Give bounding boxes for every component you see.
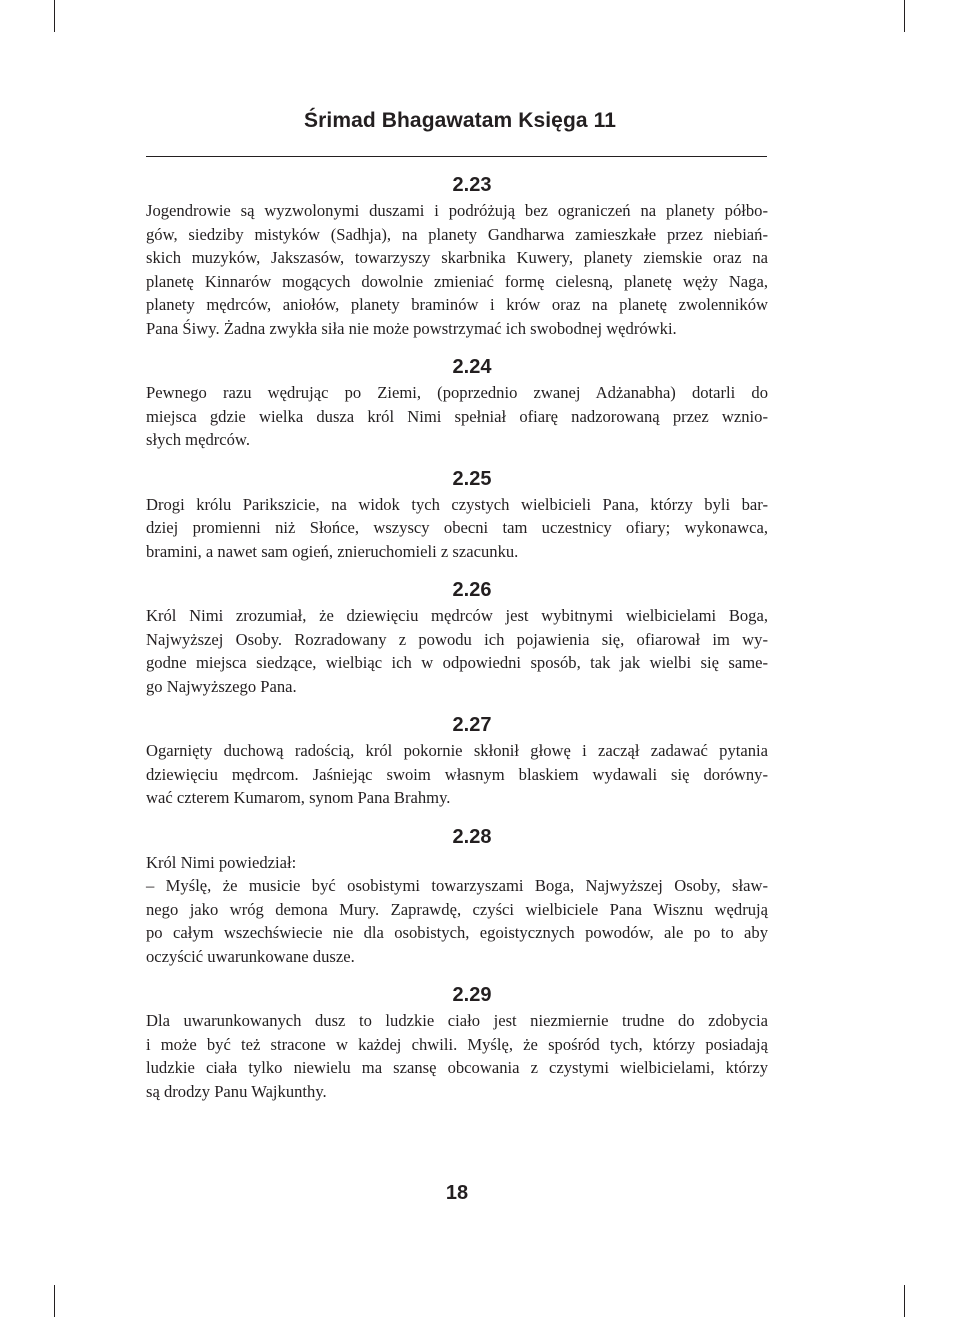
verse-line: go Najwyższego Pana. <box>146 676 297 696</box>
verse-line: Jogendrowie są wyzwolonymi duszami i podróżują bez ograniczeń na planety półbo- <box>146 201 768 220</box>
crop-mark-top-right <box>904 0 905 32</box>
verse-line: skich muzyków, Jakszasów, towarzyszy skarbnika Kuwery, planety ziemskie oraz na <box>146 248 768 267</box>
verse-line: miejsca gdzie wielka dusza król Nimi spełniał ofiarę nadzorowaną przez wznio- <box>146 406 768 426</box>
verse-line: Król Nimi powiedział: <box>146 852 297 872</box>
verse-line: planetę Kinnarów mogących dowolnie zmieniać formę cielesną, planetę węży Naga, <box>146 271 768 291</box>
verse-line: ludzkie ciała tylko niewielu ma szansę obcowania z czystymi wielbicielami, którzy <box>146 1058 768 1077</box>
verse-line: Drogi królu Parikszicie, na widok tych czystych wielbicieli Pana, którzy byli bar- <box>146 494 768 514</box>
verse-line: są drodzy Panu Wajkunthy. <box>146 1081 327 1101</box>
verse <box>146 172 768 340</box>
crop-mark-top-left <box>54 0 55 32</box>
verse-line: gów, siedziby mistyków (Sadhja), na planety Gandharwa zamieszkałe przez niebiań- <box>146 224 768 244</box>
verse-line: bramini, a nawet sam ogień, znieruchomieli z szacunku. <box>146 541 519 561</box>
verse-line: po całym wszechświecie nie dla osobistych, egoistycznych powodów, ale po to aby <box>146 923 768 942</box>
verse-number: 2.25 <box>452 467 492 490</box>
verse-line: i może być też stracone w każdej chwili. Myślę, że spośród tych, którzy posiadają <box>146 1034 768 1054</box>
verse-line: nego jako wróg demona Mury. Zaprawdę, czyści wielbiciele Pana Wisznu wędrują <box>146 899 768 919</box>
verse-line: Ogarnięty duchową radością, król pokornie skłonił głowę i zaczął zadawać pytania <box>146 741 768 760</box>
verse-line: Król Nimi zrozumiał, że dziewięciu mędrców jest wybitnymi wielbicielami Boga, <box>146 606 768 625</box>
page-body <box>146 172 768 1103</box>
verse-line: słych mędrców. <box>146 430 250 449</box>
verse-number: 2.28 <box>452 825 492 848</box>
verse <box>146 577 768 698</box>
running-header <box>146 106 767 157</box>
verse <box>146 466 768 564</box>
crop-mark-bottom-left <box>54 1285 55 1317</box>
header-title: Śrimad Bhagawatam Księga 11 <box>304 109 616 132</box>
verse-number: 2.24 <box>452 356 492 378</box>
verse-number: 2.26 <box>452 579 492 601</box>
verse-number: 2.23 <box>452 174 492 196</box>
verse-line: godne miejsca siedzące, wielbiąc ich w odpowiedni sposób, tak jak wielbi się same- <box>146 653 768 672</box>
verse-number: 2.29 <box>452 984 492 1006</box>
verse <box>146 982 768 1103</box>
verse-line: Dla uwarunkowanych dusz to ludzkie ciało jest niezmiernie trudne do zdobycia <box>146 1011 768 1030</box>
verse-line: Najwyższej Osoby. Rozradowany z powodu ich pojawienia się, ofiarował im wy- <box>146 629 768 649</box>
verse-line: Pewnego razu wędrując po Ziemi, (poprzednio zwanej Adżanabha) dotarli do <box>146 383 768 402</box>
page-number: 18 <box>445 1182 469 1204</box>
verse-line: dziej promienni niż Słońce, wszyscy obecni tam uczestnicy ofiary; wykonawca, <box>146 518 768 537</box>
verse <box>146 712 768 810</box>
crop-mark-bottom-right <box>904 1285 905 1317</box>
verse-line: Pana Śiwy. Żadna zwykła siła nie może powstrzymać ich swobodnej wędrówki. <box>146 318 677 338</box>
verse-line: oczyścić uwarunkowane dusze. <box>146 946 355 966</box>
verse <box>146 824 768 969</box>
verse <box>146 354 768 452</box>
verse-number: 2.27 <box>452 714 492 736</box>
verse-line: – Myślę, że musicie być osobistymi towarzyszami Boga, Najwyższej Osoby, sław- <box>146 876 768 895</box>
verse-line: dziewięciu mędrcom. Jaśniejąc swoim własnym blaskiem wydawali się dorówny- <box>146 764 768 784</box>
verse-line: wać czterem Kumarom, synom Pana Brahmy. <box>146 788 451 807</box>
verse-line: planety mędrców, aniołów, planety braminów i krów oraz na planetę zwolenników <box>146 295 768 314</box>
